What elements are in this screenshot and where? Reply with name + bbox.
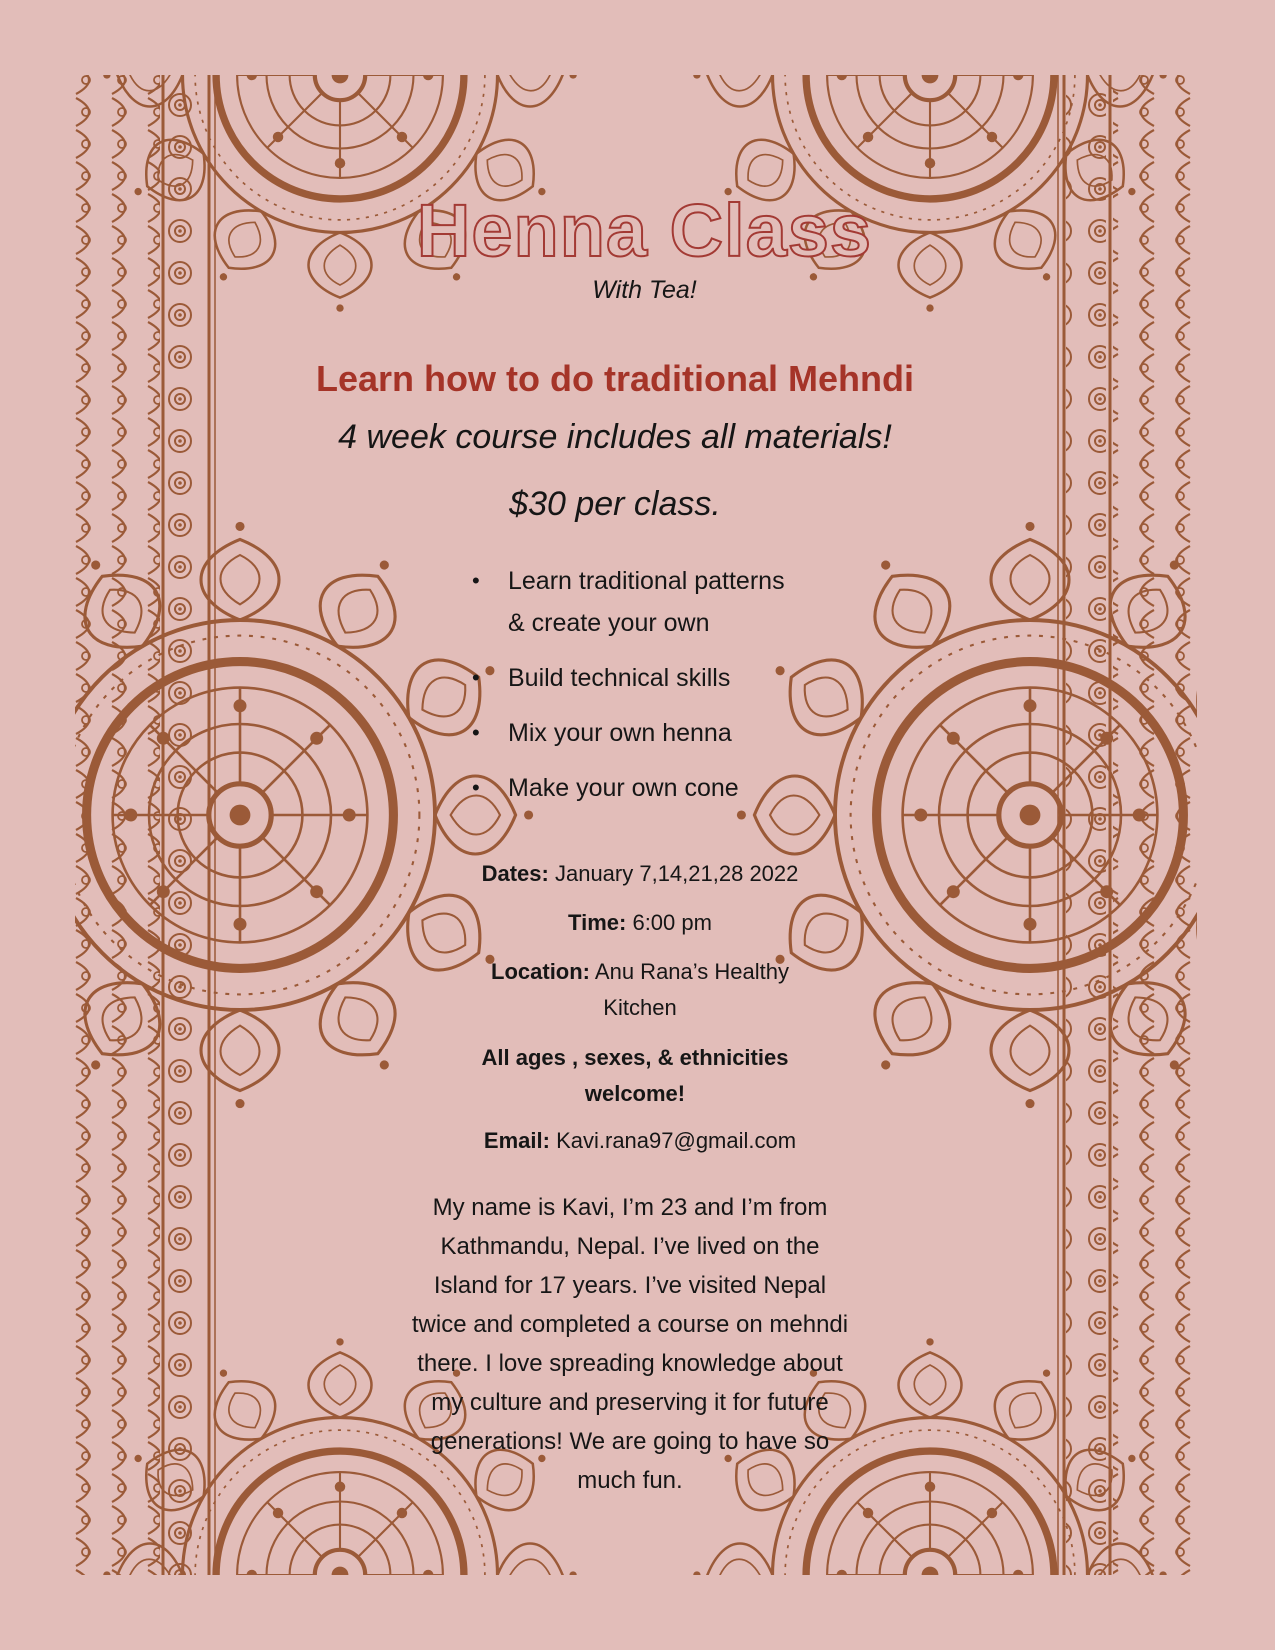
instructor-bio: My name is Kavi, I’m 23 and I’m from Kathmandu, Nepal. I’ve lived on the Island for 17 years. I’ve visited Nepal twice and completed a course on mehndi there. I love spreading knowledge about my culture and preserving it for future generations! We are going to have so much fun.: [411, 1194, 849, 1494]
feature-item: [472, 657, 785, 699]
time-value: 6:00 pm: [632, 910, 712, 935]
feature-text: Mix your own henna: [508, 719, 732, 747]
feature-text: Build technical skills: [508, 664, 731, 692]
location-label: Location:: [491, 959, 591, 984]
welcome-text: [455, 1040, 815, 1112]
email-label: Email:: [483, 1128, 550, 1153]
email-address[interactable]: Kavi.rana97@gmail.com: [556, 1128, 797, 1153]
location-row: [465, 954, 815, 1026]
welcome-message: All ages , sexes, & ethnicities welcome!: [481, 1045, 789, 1106]
dates-row: [420, 856, 860, 892]
feature-item: [472, 560, 785, 644]
feature-item: [472, 767, 785, 809]
course-description: 4 week course includes all materials!: [338, 418, 892, 456]
flyer-title: Henna Class: [416, 189, 873, 272]
email-row: [420, 1123, 860, 1159]
price-text: $30 per class.: [509, 485, 721, 523]
feature-text: Make your own cone: [508, 774, 739, 802]
dates-value: January 7,14,21,28 2022: [554, 861, 799, 886]
feature-text-continued: & create your own: [508, 609, 710, 637]
dates-label: Dates:: [481, 861, 549, 886]
time-row: [420, 905, 860, 941]
flyer-subtitle: With Tea!: [592, 276, 697, 304]
time-label: Time:: [568, 910, 627, 935]
flyer-headline: Learn how to do traditional Mehndi: [316, 358, 914, 399]
feature-text: • Learn traditional patterns: [508, 567, 785, 595]
location-value: Anu Rana’s Healthy Kitchen: [594, 959, 789, 1020]
feature-list: [472, 560, 785, 809]
feature-item: [472, 712, 785, 754]
